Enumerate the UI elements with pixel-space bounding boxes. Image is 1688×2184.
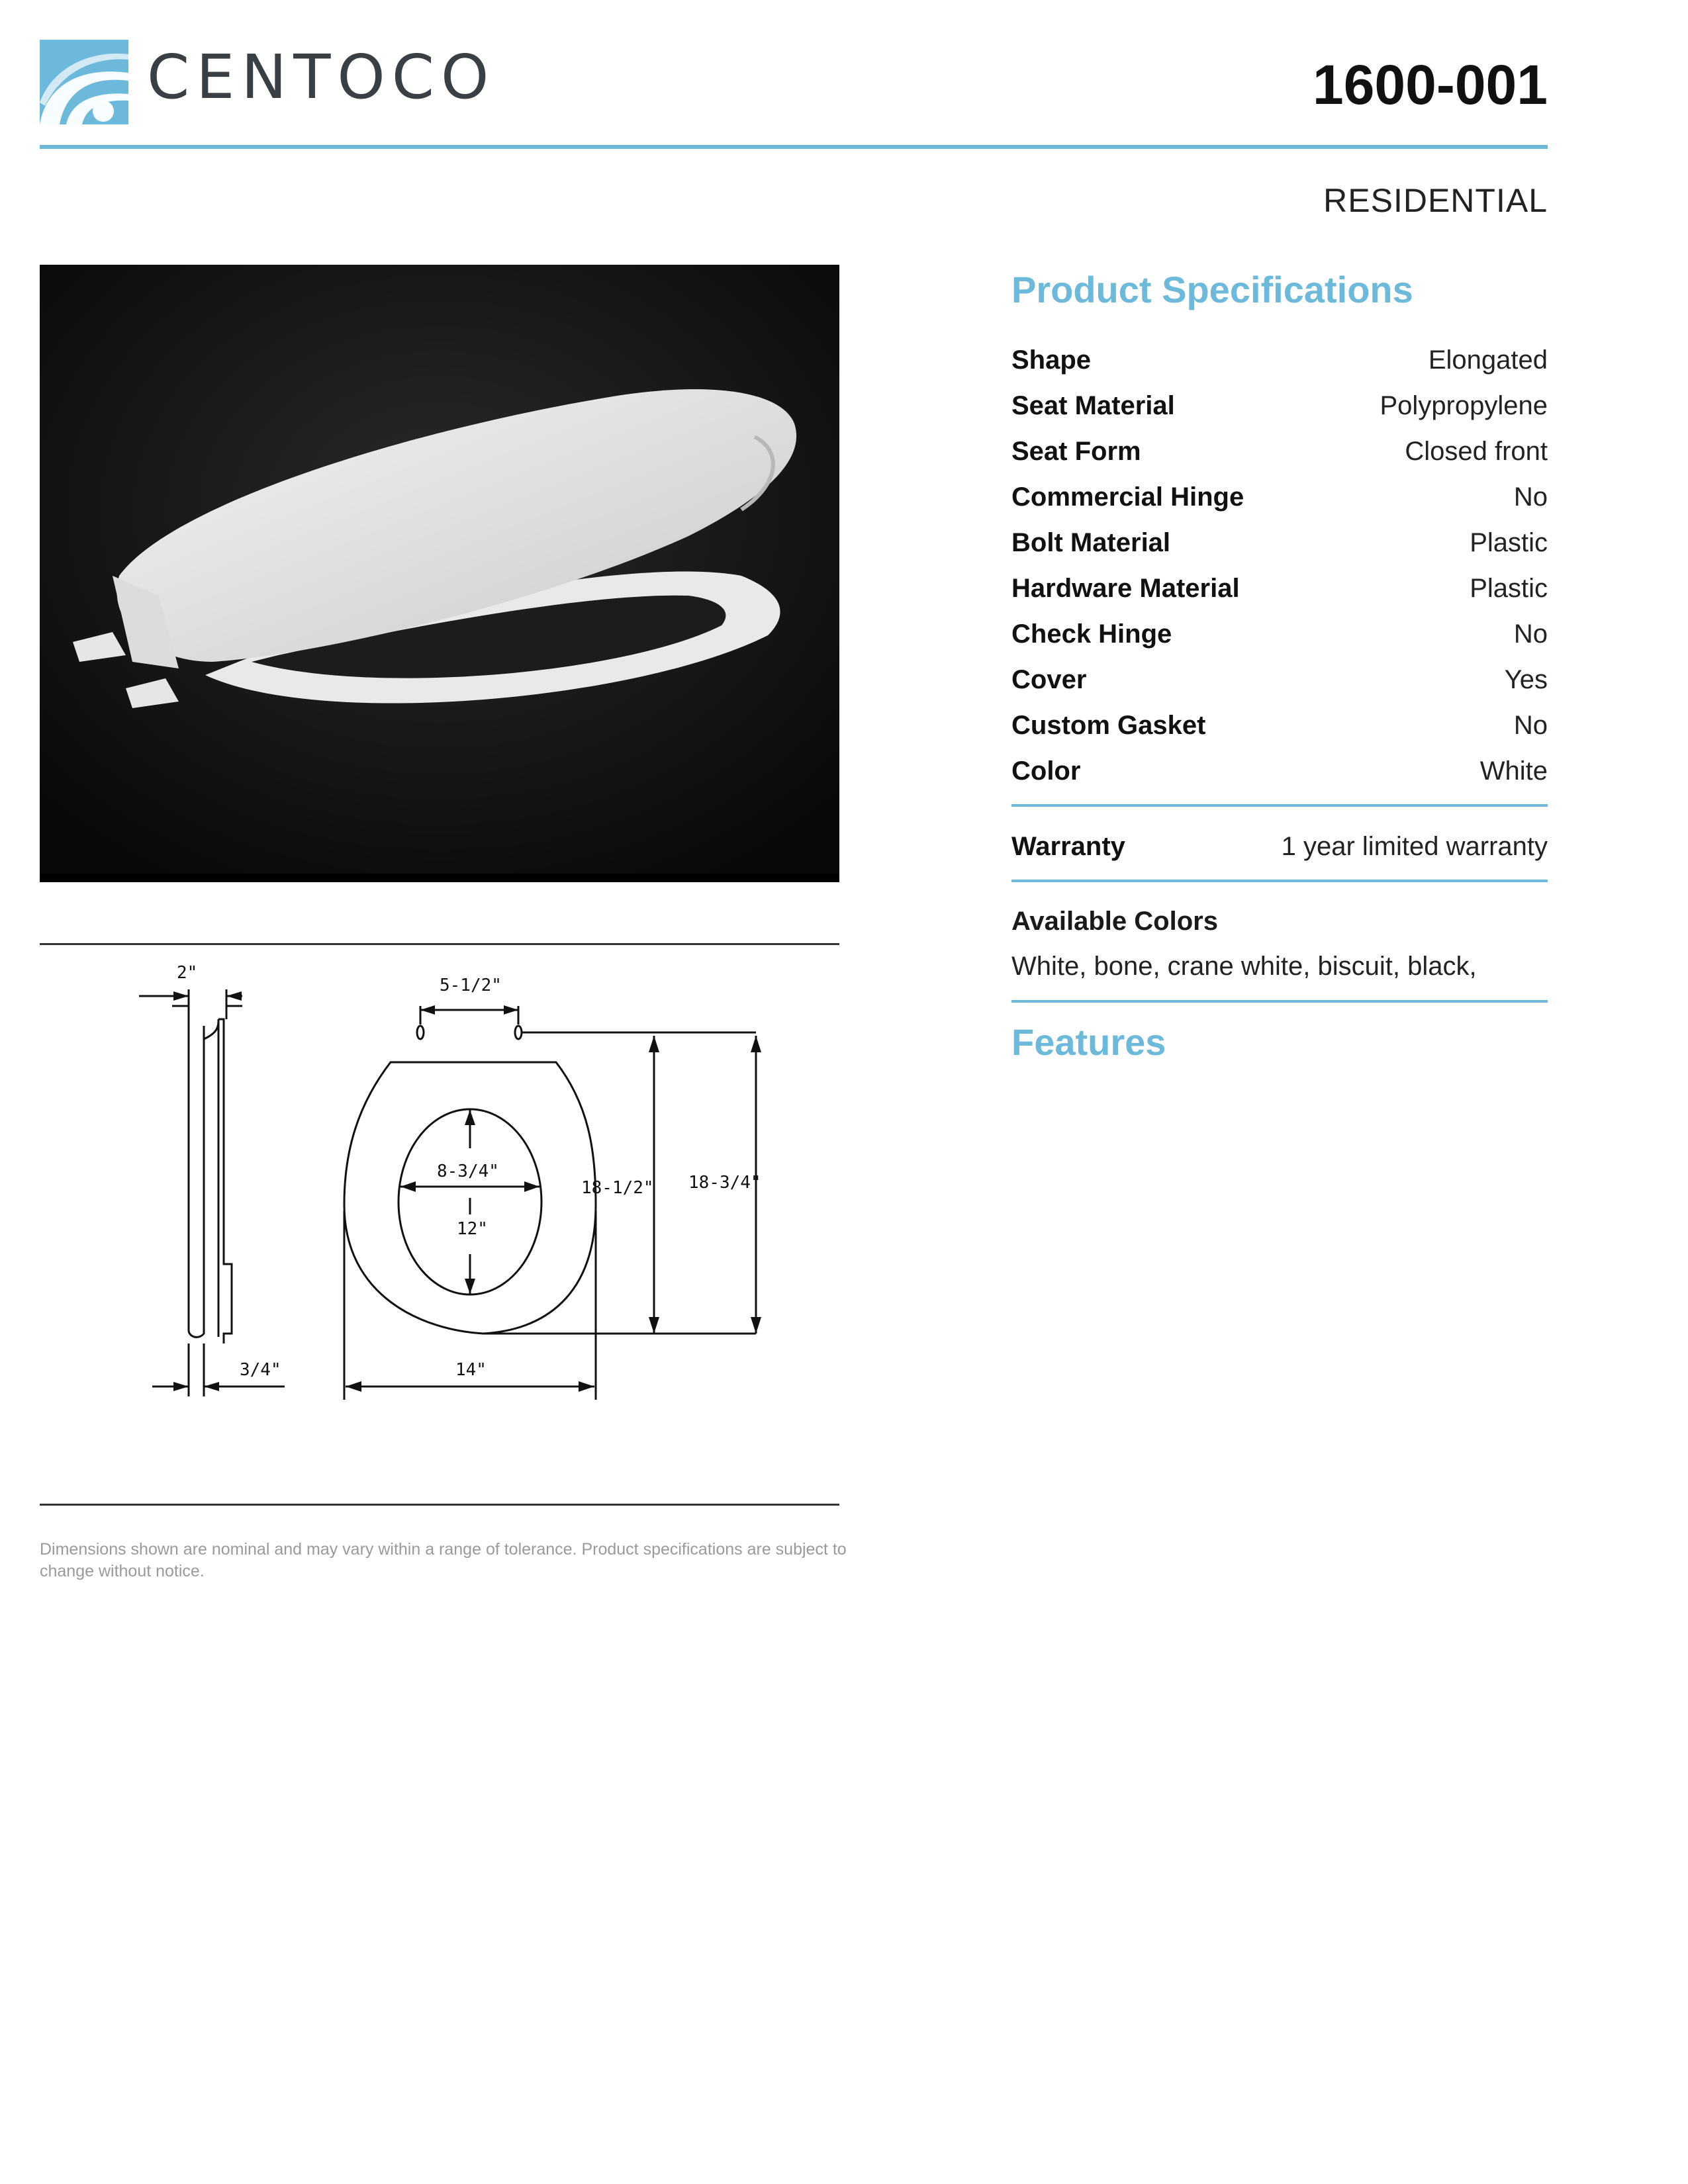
- spec-divider: [1011, 804, 1548, 807]
- spec-label: Color: [1011, 756, 1081, 786]
- spec-row-hardware-material: [1011, 566, 1548, 612]
- spec-label: Commercial Hinge: [1011, 482, 1244, 512]
- colors-divider: [1011, 1000, 1548, 1003]
- spec-row-shape: [1011, 338, 1548, 383]
- features-title: Features: [1011, 1021, 1166, 1063]
- available-colors-value: White, bone, crane white, biscuit, black,: [1011, 952, 1477, 981]
- dim-opening-length: 12": [457, 1219, 488, 1239]
- warranty-label: Warranty: [1011, 832, 1125, 861]
- dim-seat-thickness: 3/4": [240, 1360, 281, 1380]
- model-number: 1600-001: [1313, 54, 1548, 116]
- spec-row-commercial-hinge: [1011, 475, 1548, 520]
- available-colors-label: Available Colors: [1011, 907, 1218, 936]
- spec-label: Hardware Material: [1011, 574, 1240, 603]
- product-photo: [40, 265, 839, 882]
- header-divider: [40, 145, 1548, 149]
- dim-side-width: 2": [177, 963, 198, 983]
- brand-name: CENTOCO: [147, 42, 496, 113]
- spec-label: Seat Form: [1011, 437, 1141, 466]
- disclaimer-text: Dimensions shown are nominal and may vary within a range of tolerance. Product specifications are subject to change without notice.: [40, 1540, 847, 1580]
- brand-logo-icon: [40, 40, 128, 124]
- spec-row-custom-gasket: [1011, 703, 1548, 749]
- warranty-value: 1 year limited warranty: [1281, 832, 1548, 861]
- dim-hinge-spacing: 5-1/2": [440, 976, 502, 995]
- spec-row-check-hinge: [1011, 612, 1548, 657]
- drawing-divider-top: [40, 943, 839, 945]
- spec-value: White: [1479, 756, 1548, 786]
- spec-value: Plastic: [1470, 528, 1548, 557]
- dimension-drawing: [40, 953, 839, 1496]
- spec-value: Plastic: [1470, 574, 1548, 603]
- dim-opening-width: 8-3/4": [437, 1161, 499, 1181]
- spec-label: Shape: [1011, 345, 1092, 375]
- spec-row-seat-material: [1011, 383, 1548, 429]
- dim-overall-length: 18-3/4": [688, 1173, 761, 1193]
- spec-label: Bolt Material: [1011, 528, 1171, 557]
- spec-value: Yes: [1504, 665, 1548, 694]
- spec-value: No: [1513, 482, 1548, 512]
- spec-value: No: [1513, 619, 1548, 649]
- warranty-divider: [1011, 880, 1548, 882]
- drawing-divider-bottom: [40, 1504, 839, 1506]
- spec-value: Closed front: [1405, 437, 1548, 466]
- spec-row-bolt-material: [1011, 520, 1548, 566]
- spec-value: Elongated: [1428, 345, 1548, 375]
- spec-label: Cover: [1011, 665, 1087, 694]
- dim-seat-length: 18-1/2": [581, 1178, 654, 1198]
- spec-row-cover: [1011, 657, 1548, 703]
- spec-row-seat-form: [1011, 429, 1548, 475]
- specifications-table: [1011, 338, 1548, 794]
- spec-value: Polypropylene: [1380, 391, 1548, 420]
- spec-row-color: [1011, 749, 1548, 794]
- spec-value: No: [1513, 711, 1548, 740]
- spec-label: Seat Material: [1011, 391, 1175, 420]
- dim-seat-width: 14": [455, 1360, 487, 1380]
- specifications-title: Product Specifications: [1011, 269, 1413, 310]
- product-category: RESIDENTIAL: [1323, 182, 1548, 219]
- warranty-row: [1011, 823, 1548, 870]
- spec-label: Custom Gasket: [1011, 711, 1206, 740]
- spec-label: Check Hinge: [1011, 619, 1172, 649]
